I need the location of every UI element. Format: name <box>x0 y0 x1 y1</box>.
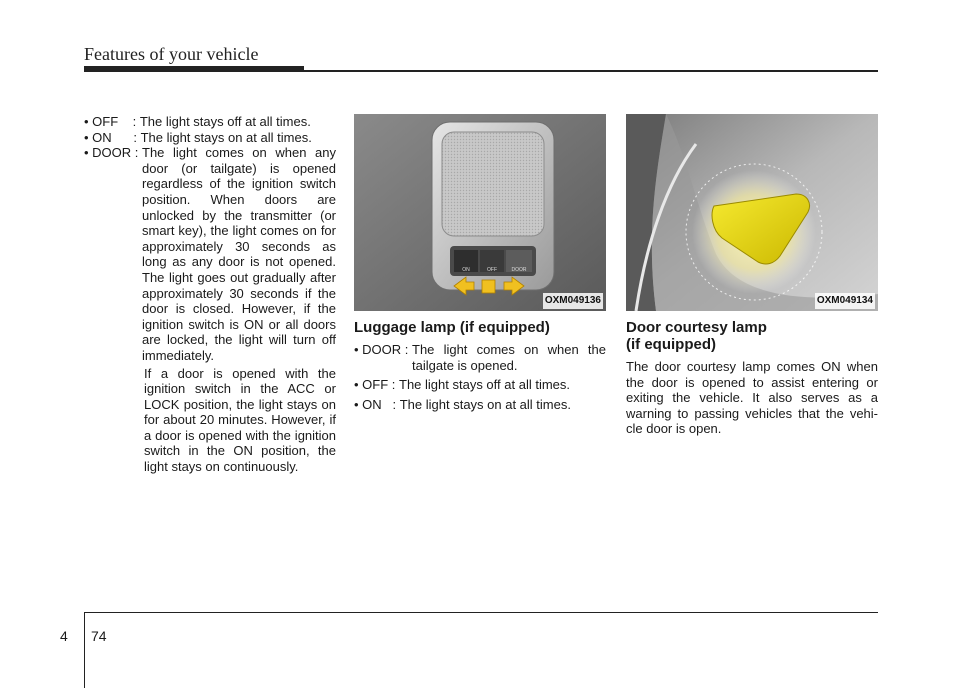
list-item <box>354 397 606 413</box>
door-courtesy-lamp-text: The door courtesy lamp comes ON when the door is opened to assist entering or exiting the vehicle. It also serves as a warning to passing vehicles that the vehi-cle door is open. <box>626 359 878 437</box>
switch-label-off: OFF <box>487 267 497 273</box>
list-item <box>84 145 336 363</box>
footer-rule <box>84 612 878 613</box>
item-text: The light stays off at all times. <box>399 377 570 393</box>
switch-label-door: DOOR <box>511 267 527 273</box>
item-text: The light comes on when the tailgate is opened. <box>412 342 606 373</box>
figure-code: OXM049134 <box>815 293 875 309</box>
item-label: • DOOR : <box>354 342 412 357</box>
chapter-number: 4 <box>60 628 68 644</box>
item-text: The light comes on when any door (or tailgate) is opened regardless of the ignition switch position. When doors are unlocked by the transmitter (or smart key), the light comes on for approximately 30 seconds as long as any door is not opened. The light goes out gradually after approximately 30 seconds if the door is closed. However, if the ignition switch is ON or all doors are locked, the light will turn off immediately. <box>142 145 336 363</box>
page-number: 74 <box>91 628 107 644</box>
footer-divider <box>84 612 85 688</box>
luggage-lamp-title: Luggage lamp (if equipped) <box>354 319 550 336</box>
item-text: The light stays on at all times. <box>399 396 571 412</box>
item-text: The light stays off at all times. <box>139 114 311 129</box>
item-label: • ON : <box>84 129 141 145</box>
item-label: • OFF : <box>354 377 399 393</box>
center-marker-icon <box>482 280 495 293</box>
luggage-lamp-figure <box>354 114 606 311</box>
header-bar <box>84 66 304 72</box>
figure-code: OXM049136 <box>543 293 603 309</box>
item-text: The light stays on at all times. <box>140 129 312 145</box>
right-column <box>626 114 878 437</box>
list-item <box>84 130 336 146</box>
list-item <box>354 342 606 373</box>
switch-label-on: ON <box>462 267 470 273</box>
title-line: (if equipped) <box>626 336 716 353</box>
item-label: • ON : <box>354 396 400 412</box>
door-courtesy-lamp-illustration <box>626 114 878 311</box>
page-header-title: Features of your vehicle <box>84 44 259 64</box>
list-item <box>84 114 336 130</box>
title-line: Door courtesy lamp <box>626 319 767 336</box>
left-column <box>84 114 336 475</box>
item-label: • OFF : <box>84 114 140 129</box>
header-rule <box>300 70 878 72</box>
ignition-note: If a door is opened with the ignition switch in the ACC or LOCK position, the light stays on for about 20 minutes. However, if a door is opened with the ignition switch in the ON position, the light stays on continuously. <box>144 365 336 475</box>
door-courtesy-lamp-figure <box>626 114 878 311</box>
list-item <box>354 377 606 393</box>
luggage-lamp-illustration <box>354 114 606 311</box>
middle-column <box>354 114 606 416</box>
item-label: • DOOR : <box>84 145 142 161</box>
door-courtesy-lamp-title <box>626 319 878 353</box>
